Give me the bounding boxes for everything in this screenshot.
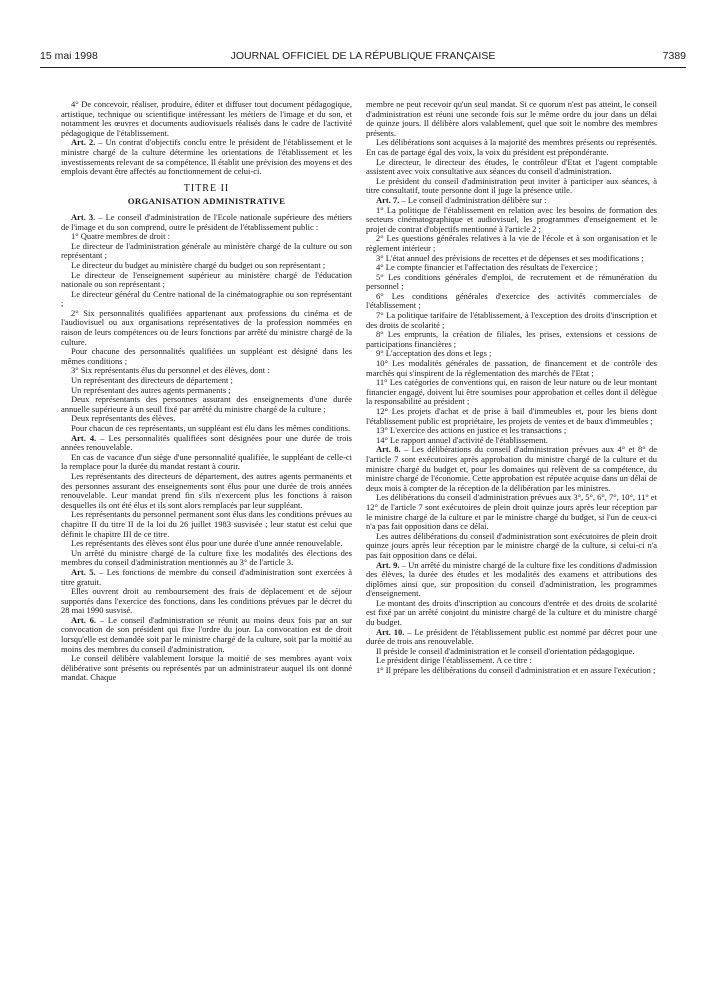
paragraph-text: Les autres délibérations du conseil d'administration sont exécutoires de plein droit quinze jours après leur réception par le ministre chargé de la culture, si celui-ci n'a pas fait opposition dans ce délai. — [366, 530, 657, 560]
article-paragraph — [61, 568, 352, 587]
paragraph-text: – Un contrat d'objectifs conclu entre le président de l'établissement et le ministre chargé de la culture détermine les orientations de l'établissement et les investissements relevant de sa compétence. Il établit une prévision des moyens et des emplois devant être affectés au fonctionnement de celui-ci. — [61, 137, 352, 177]
paragraph — [61, 549, 352, 568]
paragraph — [366, 100, 657, 138]
paragraph — [366, 234, 657, 253]
paragraph — [366, 378, 657, 407]
paragraph — [61, 654, 352, 683]
paragraph-text: Pour chacune des personnalités qualifiées un suppléant est désigné dans les mêmes conditions ; — [61, 346, 352, 366]
left-column — [61, 100, 352, 683]
paragraph-text: – Un arrêté du ministre chargé de la culture fixe les conditions d'admission des élèves, la durée des études et les modalités des examens et attributions des diplômes ainsi que, sur proposition du conseil d'administration, les programmes d'enseignement. — [366, 559, 657, 599]
article-paragraph — [366, 561, 657, 599]
paragraph-text: TITRE II — [183, 182, 230, 194]
paragraph — [61, 100, 352, 138]
paragraph-text: Elles ouvrent droit au remboursement des frais de déplacement et de séjour supportés dans l'exercice des fonctions, dans les conditions prévues par le décret du 28 mai 1990 susvisé. — [61, 586, 352, 616]
paragraph-text: 6° Les conditions générales d'exercice des activités commerciales de l'établissement ; — [366, 290, 657, 311]
paragraph — [366, 292, 657, 311]
paragraph-text: 3° L'état annuel des prévisions de recettes et de dépenses et ses modifications ; — [376, 252, 644, 263]
paragraph-text: Le directeur, le directeur des études, le contrôleur d'Etat et l'agent comptable assistent avec voix consultative aux séances du conseil d'administration. — [366, 156, 657, 177]
paragraph — [61, 242, 352, 261]
paragraph-text: – Les personnalités qualifiées sont désignées pour une durée de trois années renouvelable. — [61, 432, 352, 453]
paragraph-text: – Les délibérations du conseil d'administration prévues aux 4° et 8° de l'article 7 sont exécutoires après approbation du ministre chargé de la culture et du ministre chargé du budget et, pour les domaines qui relèvent de sa compétence, du ministre chargé de l'économie. Cette approbation est réputée acquise dans un délai de deux mois à compter de la réception de la délibération par les ministres. — [366, 444, 657, 493]
article-number: Art. 2. — [71, 137, 96, 148]
paragraph — [61, 587, 352, 616]
article-paragraph — [61, 138, 352, 176]
paragraph-text: 13° L'exercice des actions en justice et les transactions ; — [376, 425, 567, 436]
paragraph-text: 1° Quatre membres de droit : — [71, 231, 170, 242]
paragraph-text: Le président dirige l'établissement. A ce titre : — [376, 655, 532, 666]
paragraph-text: Les représentants du personnel permanent sont élus dans les conditions prévues au chapitre II du titre II de la loi du 26 juillet 1983 susvisée ; leur statut est celui que définit le chapitre III de ce titre. — [61, 509, 352, 539]
paragraph — [61, 309, 352, 347]
paragraph-text: Deux représentants des personnes assurant des enseignements d'une durée annuelle supérieure à un seuil fixé par arrêté du ministre chargé de la culture ; — [61, 394, 352, 414]
paragraph-text: Le directeur général du Centre national de la cinématographie ou son représentant ; — [61, 288, 352, 309]
article-number: Art. 9. — [376, 559, 400, 570]
paragraph-text: – Le conseil d'administration délibère sur : — [399, 194, 547, 205]
paragraph-text: Le montant des droits d'inscription au concours d'entrée et des droits de scolarité est fixé par un arrêté conjoint du ministre chargé de la culture et du ministre chargé du budget. — [366, 597, 657, 628]
paragraph — [366, 273, 657, 292]
paragraph-text: 2° Six personnalités qualifiées appartenant aux professions du cinéma et de l'audiovisuel ou aux organisations représentatives de la profession nommées en raison de leurs compétences ou de leurs fonctions par arrêté du ministre chargé de la culture. — [61, 307, 352, 347]
paragraph-text: 4° Le compte financier et l'affectation des résultats de l'exercice ; — [376, 262, 598, 273]
page-number: 7389 — [662, 50, 686, 62]
paragraph — [366, 666, 657, 676]
paragraph-text: 4° De concevoir, réaliser, produire, éditer et diffuser tout document pédagogique, artistique, technique ou scientifique intéressant les métiers de l'image et du son, et notamment les œuvres et documents audiovisuels réalisés dans le cadre de l'activité pédagogique de l'établissement. — [61, 99, 352, 138]
paragraph — [61, 271, 352, 290]
paragraph — [366, 311, 657, 330]
article-number: Art. 4. — [71, 432, 97, 443]
paragraph-text: 8° Les emprunts, la création de filiales, les prises, extensions et cessions de participations financières ; — [366, 329, 657, 349]
paragraph-text: – Le conseil d'administration de l'Ecole nationale supérieure des métiers de l'image et du son comprend, outre le président de l'établissement public : — [61, 211, 352, 232]
article-paragraph — [61, 616, 352, 654]
paragraph-text: 5° Les conditions générales d'emploi, de recrutement et de rémunération du personnel ; — [366, 271, 657, 292]
paragraph-text: 9° L'acceptation des dons et legs ; — [376, 348, 492, 359]
page-header — [40, 50, 686, 66]
paragraph — [366, 359, 657, 378]
paragraph-text: Les délibérations du conseil d'administration prévues aux 3°, 5°, 6°, 7°, 10°, 11° et 12° de l'article 7 sont exécutoires de plein droit quinze jours après leur réception par le ministre chargé de la culture et par le ministre chargé du budget, si l'un de ceux-ci n'a pas fait opposition dans ce délai. — [366, 492, 657, 532]
paragraph-text: Deux représentants des élèves. — [71, 413, 176, 424]
paragraph-text: En cas de vacance d'un siège d'une personnalité qualifiée, le suppléant de celle-ci la remplace pour la durée du mandat restant à courir. — [61, 451, 352, 472]
paragraph-text: 7° La politique tarifaire de l'établissement, à l'exception des droits d'inscription et des droits de scolarité ; — [366, 310, 657, 330]
paragraph-text: Le directeur du budget au ministère chargé du budget ou son représentant ; — [71, 259, 326, 270]
paragraph-text: Un arrêté du ministre chargé de la culture fixe les modalités des élections des membres du conseil d'administration mentionnés au 3° de l'article 3. — [61, 547, 352, 568]
paragraph-text: Les délibérations sont acquises à la majorité des membres présents ou représentés. En cas de partage égal des voix, la voix du président est prépondérante. — [366, 137, 657, 157]
paragraph — [366, 177, 657, 196]
paragraph — [366, 206, 657, 235]
paragraph — [61, 472, 352, 510]
paragraph — [61, 453, 352, 472]
header-rule — [40, 67, 686, 68]
paragraph-text: 2° Les questions générales relatives à la vie de l'école et à son organisation et le règlement intérieur ; — [366, 233, 657, 253]
article-number: Art. 8. — [376, 444, 401, 455]
paragraph-text: 14° Le rapport annuel d'activité de l'établissement. — [376, 434, 548, 445]
paragraph — [366, 532, 657, 561]
paragraph-text: Le conseil délibère valablement lorsque la moitié de ses membres ayant voix délibérative sont présents ou représentés par un administrateur auquel ils ont donné mandat. Chaque — [61, 653, 352, 683]
paragraph-text: 10° Les modalités générales de passation, de financement et de contrôle des marchés qui s'inspirent de la réglementation des marchés de l'Etat ; — [366, 358, 657, 378]
paragraph-text: membre ne peut recevoir qu'un seul mandat. Si ce quorum n'est pas atteint, le conseil d'administration est réuni une seconde fois sur le même ordre du jour dans un délai de quinze jours. Il délibère alors valablement, quel que soit le nombre des membres présents. — [366, 99, 657, 138]
paragraph-text: Les représentants des directeurs de département, des autres agents permanents et des personnes assurant des enseignements sont élus pour une durée de trois années renouvelable. Leur mandat prend fin s'ils n'exercent plus les fonctions à raison desquelles ils ont été élus et ils sont alors remplacés par leur suppléant. — [61, 470, 352, 510]
paragraph — [61, 347, 352, 366]
article-paragraph — [61, 213, 352, 232]
article-paragraph — [366, 445, 657, 493]
paragraph-text: Les représentants des élèves sont élus pour une durée d'une année renouvelable. — [71, 538, 343, 549]
article-number: Art. 6. — [71, 614, 97, 625]
paragraph-text: – Le président de l'établissement public est nommé par décret pour une durée de trois ans renouvelable. — [366, 626, 658, 647]
article-number: Art. 3. — [71, 211, 96, 222]
article-paragraph — [366, 628, 657, 647]
paragraph-text: ORGANISATION ADMINISTRATIVE — [127, 196, 286, 207]
paragraph — [366, 599, 657, 628]
paragraph-text: – Les fonctions de membre du conseil d'administration sont exercées à titre gratuit. — [61, 566, 352, 587]
section-heading — [61, 197, 352, 207]
paragraph — [61, 395, 352, 414]
paragraph — [61, 290, 352, 309]
paragraph — [61, 510, 352, 539]
paragraph-text: Le directeur de l'enseignement supérieur au ministère chargé de l'éducation nationale ou son représentant ; — [61, 269, 352, 290]
paragraph-text: 1° Il prépare les délibérations du conseil d'administration et en assure l'exécution ; — [376, 665, 656, 676]
paragraph-text: 11° Les catégories de conventions qui, en raison de leur nature ou de leur montant financier engagé, doivent lui être soumises pour approbation et celles dont il délègue la responsabilité au président ; — [366, 377, 657, 407]
paragraph — [366, 407, 657, 426]
right-column — [366, 100, 657, 676]
article-number: Art. 10. — [376, 626, 405, 637]
paragraph — [366, 330, 657, 349]
article-number: Art. 7. — [376, 194, 400, 205]
paragraph-text: Pour chacun de ces représentants, un suppléant est élu dans les mêmes conditions. — [71, 423, 351, 433]
paragraph-text: 12° Les projets d'achat et de prise à bail d'immeubles et, pour les biens dont l'établissement public est propriétaire, les projets de ventes et de baux d'immeubles ; — [366, 406, 657, 426]
paragraph-text: Il préside le conseil d'administration et le conseil d'orientation pédagogique. — [376, 645, 635, 656]
paragraph-text: Un représentant des directeurs de département ; — [71, 375, 233, 386]
paragraph — [366, 138, 657, 157]
paragraph-text: – Le conseil d'administration se réunit au moins deux fois par an sur convocation de son président qui fixe l'ordre du jour. La convocation est de droit lorsqu'elle est demandée soit par le ministre chargé de la culture, soit par la moitié au moins des membres du conseil d'administration. — [61, 614, 352, 654]
issue-date: 15 mai 1998 — [40, 50, 98, 62]
paragraph — [366, 158, 657, 177]
journal-title: JOURNAL OFFICIEL DE LA RÉPUBLIQUE FRANÇAISE — [230, 50, 496, 62]
paragraph-text: Le président du conseil d'administration peut inviter à participer aux séances, à titre consultatif, toute personne dont il juge la présence utile. — [366, 175, 657, 196]
paragraph-text: 1° La politique de l'établissement en relation avec les besoins de formation des secteurs cinématographique et audiovisuel, les programmes d'enseignement et le projet de contrat d'objectifs mentionné à l'article 2 ; — [366, 204, 657, 234]
paragraph — [366, 493, 657, 531]
article-paragraph — [61, 434, 352, 453]
paragraph-text: Un représentant des autres agents permanents ; — [71, 384, 231, 395]
article-number: Art. 5. — [71, 566, 96, 577]
section-title — [61, 184, 352, 194]
paragraph-text: Le directeur de l'administration générale au ministère chargé de la culture ou son représentant ; — [61, 240, 352, 261]
paragraph-text: 3° Six représentants élus du personnel et des élèves, dont : — [71, 365, 270, 376]
